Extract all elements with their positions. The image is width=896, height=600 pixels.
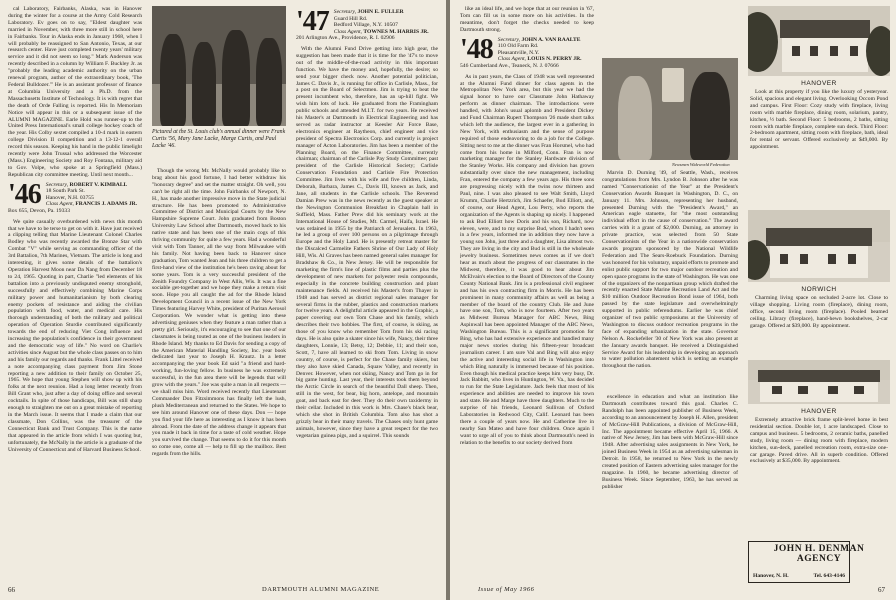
column-2 [602,170,738,388]
listing-text-2 [750,295,888,355]
secretary-block: Secretary, ROBERT V. KIMBALL 18 South Park St. Hanover, N.H. 03755 Class Agent, FRANCIS J. ADAMS JR. Box 655, Devon, Pa. 19333 [8,182,142,215]
house-photo-1 [748,6,890,76]
secretary-name: JOHN A. VAN RAALTE [521,36,581,43]
listing-description: Look at this property if you like the luxury of yesteryear. Solid, spacious and elegant living. Overlooking Occom Pond and campus. First Floor: Cozy study with fireplace, living room with marble fireplace, dining room, solarium, pantry, kitchen, ½ bath. Second Floor: 5 bedrooms, 2 baths, sitting room with marble fireplace, complete sun deck. Third Floor: 2-bedroom apartment, sitting room with fireplace, bath, ideal for rental or servant. Offered exclusively at $49,000. By appointment. [750,89,888,151]
club-dinner-photo [152,6,286,126]
house-photo-2 [748,210,890,282]
award-story-text: Marvin D. Durning '49, of Seattle, Wash., receives congratulations from Mrs. Lyndon B. Johnson after he was named "Conservationist of the Year" at the President's Conservation Awards Banquet in Washington, D. C., on January 11. Mrs. Johnson, representing her husband, presented Durning with the "President's Award," an American eagle statuette, for "the most outstanding individual effort in the cause of conservation." The award carries with it a grant of $2,000. Durning, an attorney in private practice, was selected from 50 State Conservationists of the Year in a nationwide conservation awards program sponsored by the National Wildlife Federation and The Sears-Roebuck Foundation. Durning was honored for his voluntary, unpaid efforts to promote and enlist public support for two major outdoor recreation and open space programs in the state of Washington. He was one of the organizers of the nonpartisan group which drafted the recently enacted State Marine Recreation Land Act and the $10 million Outdoor Recreation Bond issue of 1964, both passed by the state legislature and overwhelmingly supported in public referendums. Earlier he was chief organizer of two public symposiums at the University of Washington to discuss outdoor recreation programs in the face of expanding urbanization in the state. Governor Nelson A. Rockefeller '30 of New York was also present at the January awards banquet. He received a Distinguished Service Award for his leadership in developing an approach to water pollution abatement which is setting an example throughout the nation. [602,170,738,370]
left-page [0,0,446,600]
class-number: '48 [460,36,493,65]
class-notes-text: like an ideal life, and we hope that at our reunion in '67, Tom can fill us in some more on his activities. In the meantime, don't forget the checks needed to keep Dartmouth strong. [460,6,594,33]
listing-title-3: HANOVER [801,408,837,415]
issue-footer: Issue of May 1966 [478,586,535,593]
column-2b [602,394,738,584]
class-notes-text: We quite casually overburdened with news this month that we have to be terse to get on with it. Have just received a clipping telling that Marine Lieutenant Colonel Charles Bodley who was recently awarded the Bronze Star with Combat "V" while serving as commanding officer of the 3rd Battalion, 7th Marines, Vietnam. The article is long and interesting, it gives some details of the battalion's Operation Harvest Moon near Da Nang from December 18 to 24, 1965. Quoting in part, Charlie "led elements of his battalion into a previously undisputed enemy stronghold, successfully and effectively combining Marine Corps military power and humanitarianism by both clearing enemy pockets of resistance and aiding the civilian population with food, water, and medical care. His thorough understanding of both the military and political operation of Operation Sturdie contributed significantly towards the end of reducing Viet Cong influence and increasing the population's confidence in their government and the democratic way of life." No word on Charlie's activities since August but the whole class passes on to him and his family our regards and thanks. Frank Littel received a note accompanying class payment from Jim Stone reporting a new addition to their family on October 25, 1965. We hope that young Stephen will show up with his folks at the next reunion. Had a long letter recently from Bill Grant who, just after a day of doing office and several cocktails. In spite of those handicaps, Bill was still sharp enough to straighten me out on a great mistake of reporting in the March issue. It seems that I made a claim that our classmate, Don Collins, was the treasurer of the Connecticut Bank and Trust Company. This is the name that appeared in the article from which I was quoting but, unfortunately, the McNally in the article is a graduate of the University of Connecticut and of Harvard Business School. [8,218,142,453]
house-photo-3 [748,360,890,404]
agent-name: FRANCIS J. ADAMS JR. [75,201,138,208]
secretary-block: Secretary, JOHN E. FULLER Guard Hill Rd. Bedford Village, N.Y. 10507 Class Agent, TOWNES M. HARRIS JR. 201 Arlington Ave., Providence, R. I. 02906 [296,9,438,42]
class-notes-text: Though the wrong Mr. McNally would probably like to brag about his good fortune, I had better withdraw his "honorary degree" and set the matter straight. Oh well, you can't be right all the time. John Fairbanks of Newport, N. H., has made another impressive move in the State judicial structure. He has been promoted to Administrative Committee of District and Municipal Courts by the New Hampshire Supreme Court. John graduated from Boston University Law School after Dartmouth, moved back to his native state and has been one of the main cogs of this thriving community for quite a few years. Had a wonderful visit with Tom Tanner, all the way from Milwaukee with his family. Not having been back to Hanover since graduation, Tom wanted Jean and his three children to get a first-hand view of the institution he's been raving about for some years. Tom is a very successful president of the Zenith Foundry Company in West Allis, Wis. It was a fine sociable get-together and we hope they make a return visit soon. Hope you all caught the ad for the Rhode Island Development Council in a recent issue of the New York Times featuring Harvey White, president of Puritan Aerosol Corporation. We wonder what is getting into these advertising geniuses when they feature a man rather than a pretty girl. Seriously, it's encouraging to see that one of our classmates is being touted as one of the business leaders in Rhode Island. My thanks to Ed Davis for sending a copy of the American Material Handling Society, Inc. year book dedicated last year to Joseph H. Krautz. In a letter accompanying the year book Ed said "a friend and hard-working, fun-loving fellow. In business he was extremely successful, in the fun area there will be legends that will grow with the years." Joe was quite a man in all respects — we shall miss him. Word received recently that Lieutenant Commander Don Fitzsimmons has finally left the lush, plush Mediterranean and returned to the States. We hope to see him around Hanover one of these days. Don — hope you find your life here as interesting as I know it has been abroad. From the date of the address change it appears that you made it back in time for a taste of cold weather. Hope you survived the change. That seems to do it for this month so come one, come all — help to fill up the mailbox. Best regards from the hills. [152,168,286,458]
agency-ad [748,541,865,583]
page-number: 66 [8,586,15,594]
class-notes-text: As in past years, the Class of 1948 was well represented at the Alumni Fund dinner for class agents in the Metropolitan New York area, but this year we had the signal honor to have our Classmate John Hathaway perform as dinner chairman. The introductions were handled, with John's usual aplomb and President Dickey and Fund Chairman Rupert Thompson '26 made short talks which left the audience, the largest ever in a gathering in New York, with enthusiasm and the sense of purpose required of those endeavoring to do a job for the College. Sitting next to me at the dinner was Fran Horsmel, who had come from his home in Milford, Conn. Fran is now marketing manager for the Stanley Hardware division of the Stanley Works. His company and division has grown substantially over since the new management, including Fran, entered the company a few years ago. His three sons are progressing nicely with the twins now thirteen and Paul, nine. I was also pleased to see Walt Smith, Lloyd Krumm, Charlie Hertzrich, Jim Schaefer, Bud Elliott, and, of course, our Head Agent, Lou Perry, who reports the organization of the Agents is shaping up nicely. I happened to ask Bud Elliott how Doris and his son, Richard, now eleven, were, and to my surprise Bud, whom I hadn't seen in a few years, informed me in addition they now have a young son John, just three and a daughter, Lisa almost two. They are living in the city and Bud is still in the wholesale jewelry business. Sometimes news comes as if we don't hear as much about the progress of our classmates in the Midwest, therefore, it was good to hear about Jim McElvain's election to the Board of Directors of the County County National Bank. Jim is a professional civil engineer and has his own contracting firm in Morris. He has been prominent in many community affairs as well as being a member of the board of the country Club. He and June have one son, Tom, who is now fourteen. After two years as Midwest Bureau Manager for ABC News, Bing Aspinwall has been appointed Manager of the ABC News, Washington Bureau. This is a significant promotion for Bing, who has had extensive experience and handled many major news stories during his fifteen-year broadcast journalism career. I am sure Val and Bing will also enjoy the active and interesting social life in Washington into which Bing naturally is immersed because of his position. Even though his medical practice keeps him very busy, Dr. Jack Babbitt, who lives in Huntington, W. Va., has decided to run for the State Legislature. Jack feels that most of his experience and abilities are needed to improve his town and state. He and Marge have three daughters. Much to the surprise of his friends, Leonard Sullivan of Oxford Laboratories in Redwood City, Calif. Leonard has been there a couple of years now. He and Catherine live in nearby San Mateo and have four children. Once again I want to urge all of you to think about Dartmouth's need in relation to the benefits to our society derived from [460,73,594,446]
class-number: '47 [296,9,329,37]
secretary-name: ROBERT V. KIMBALL [69,181,128,188]
secretary-name: JOHN E. FULLER [357,9,404,15]
award-photo [602,58,738,160]
listing-text-1 [750,89,888,207]
listing-text-3 [750,417,888,537]
listing-title-2: NORWICH [801,286,837,293]
secretary-block: Secretary, JOHN A. VAN RAALTE 110 Old Farm Rd. Pleasantville, N.Y. Class Agent, LOUIS N. PERRY JR. 546 Cumberland Ave., Teaneck, N. J. 07666 [460,37,594,70]
secretary-address: Guard Hill Rd. [333,15,368,22]
column-2 [152,168,286,586]
agency-phone: Tel. 643-4146 [813,573,845,579]
class-notes-text: cal Laboratory, Fairbanks, Alaska, was in Hanover during the winter for a course at the Army Cold Research Laboratory. Ev goes on to say, "Eldest daughter was married in November, with three more still in school here in Fairbanks. Tour in Alaska ends in January 1968, when I will probably be reassigned to San Antonio, Texas, at our research center. Have just completed twenty years' military service and it did not seem so long." Mark Anderson was recently described in a column by William F. Buckley Jr. as "probably the leading academic authority on the urban renewal program, author of the extraordinary book, 'The Federal Bulldozer.'" He is an assistant professor of finance at Columbia University and a Ph.D. from the Massachusetts Institute of Technology. It is with regret that the death of Orde Falling is reported. His In Memoriam Notice will appear in this or a subsequent issue of the ALUMNI MAGAZINE. Earle Hold was runner-up to the United Press International's small college hockey coach of the year. His Colby sextet compiled a 10-4 mark in eastern college Division II competition and a 13-12-1 overall record this season. Keeping his hand in the public limelight recently were John Trussal who addressed the Worcester (Mass.) Engineering Society and Roy Fontana, military aid to Gov. Volpe, who spoke at a Springfield (Mass.) Republican city committee meeting. Until next month... [8,6,142,178]
class-header-46 [8,182,142,215]
agent-name: TOWNES M. HARRIS JR. [363,28,429,35]
agency-name: JOHN H. DENMAN AGENCY [773,544,865,564]
photo-caption: Pictured at the St. Louis club's annual dinner were Frank Curtis '56, Mary Jane Lacke, Marge Curtis, and Paul Lacke '46. [152,129,286,149]
secretary-address: 18 South Park St. [45,188,85,195]
column-1 [460,6,594,586]
class-notes-text: excellence in education and what an institution like Dartmouth contributes toward this goal. Charles C. Randolph has been appointed publisher of Business Week, according to an announcement by Joseph H. Allen, president of McGraw-Hill Publications, a division of McGraw-Hill, Inc. The appointment became effective April 15, 1966. A native of New Jersey, Jim has been with McGraw-Hill since 1948. After advertising sales assignments in New York, he joined Business Week in 1954 as an advertising salesman in Detroit. In 1958, he returned to New York in the newly created position of Eastern advertising sales manager for the magazine. In 1960, he became advertising director of Business Week. Since September, 1963, he has served as publisher [602,394,738,490]
column-3 [296,6,438,586]
class-number: '46 [8,181,41,210]
right-page [450,0,896,600]
class-notes-text: With the Alumni Fund Drive getting into high gear, the suggestion has been made that it is time for the '47's to move out of the middle-of-the-road activity in this important function. We have the money and, hopefully, the desire; so send your bigger check now. Another potential politician, James C. Davis Jr., is running for office in Carlisle, Mass., for a post on the Board of Selectmen. Jim is trying to beat the present incumbent who, therefore, has an up-hill fight. We wish him lots of luck. He graduated from the Framingham public schools and attended M.I.T. for two years. He received his Master's at Dartmouth in Electrical Engineering and has served as radar instructor at Keesler Air Force Base, electronics engineer at Raytheon, chief engineer and vice president of Spectra Electronics Corp. and currently is project manager of Acton Laboratories. Jim has been a member of the Planning Board, on the Finance Committee, currently chairman; chairman of the Carlisle Pay Study Committee; past president of the Carlisle Historical Society; Carlisle Conservation Foundation and Carlisle Fire Protection Committee. Jim lives with his wife and five children, Linda, Deborah, Barbara, James C., Davis III, known as Jack, and Jane, all students in the Carlisle schools. The Reverend Damian Prew was in the news recently as the guest speaker at the Newington Communion Breakfast in Chaplain hall in Suffield, Mass. Father Prew did his seminary work at the International House of Studies, Mt. Carmel, Haifa, Israel. He was ordained in 1955 by the Patriarch of Jerusalem. In 1963, he led a group of over 100 persons on a pilgrimage through Europe and the Holy Land. He is presently retreat master for the Discalced Carmelite Fathers Shrine of Our Lady of Holy Hill, Wis. Al Graves has been named general sales manager for Bradshaw & Co., in New Jersey. He will be responsible for marketing the firm's line of plastic films and parties plus the development of new markets for polyester resin compounds, especially in the concrete building construction and plant maintenance fields. Al received his Master's from Thayer in 1948 and has served as district regional sales manager for several firms in the rubber, plastics and construction markets for twelve years. A delightful article appeared in the Graphic, a paper covering our own Tom Chase and his family, which describes their two hobbies. The first, of course, is skiing, as those of you know who remember Tom from his ski racing days. He is also quite a skater since his wife, Nancy, their three daughters, Lonnie, 13; Betsy, 12; Debbie, 11; and their son, Scott, 7, have all learned to ski from Tom. Living in snow country, of course, is perfect for the Chase family skiers, but they also have skied Canada, Squaw Valley, and recently in Denver. However, when not skiing, Nancy and Tom go in for big game hunting. Last year, their interests took them beyond the Arctic Circle in search of the beautiful Dall sheep. Then, still in the west, for bear, big horn, antelope, and mountain goat, and back east for deer. They do their own taxidermy in their cellar. Included in this work is Mrs. Chase's black bear, which she shot in British Columbia. Tom also has shot a grizzly bear in their many travels. The Chases only hunt game animals, however, since they have a great respect for the two vegetarian guinea pigs, and a squirrel. This sounds [296,45,438,439]
listing-description: Extremely attractive brick frame split-level home in best residential section. Double lot, 1 acre landscaped. Close to campus and business. 5 bedrooms, 2 ceramic baths, panelled study, living room — dining room with fireplace, modern kitchen, sun-deck, panelled recreation room, extra-size one-car garage. Paved drive. All in superb condition. Offered exclusively at $35,000. By appointment. [750,417,888,465]
secretary-address: 110 Old Farm Rd. [497,43,539,50]
column-1 [8,6,142,586]
agent-name: LOUIS N. PERRY JR. [527,56,582,63]
listing-description: Charming living space on secluded 2-acre lot. Close to village shopping. Living room (fireplace), dining room, office, second living room (fireplace). Pooled beamed ceiling. Library (fireplace), hand-hewn bookshelves, 2-car garage. Offered at $39,000. By appointment. [750,295,888,329]
agency-town: Hanover, N. H. [753,573,789,579]
class-header-48 [460,37,594,70]
photo-credit: Newsmen Wideworld Federation [672,162,730,167]
running-footer: DARTMOUTH ALUMNI MAGAZINE [262,586,380,593]
page-number: 67 [878,586,885,594]
class-header-47 [296,9,438,42]
listing-title-1: HANOVER [801,80,837,87]
